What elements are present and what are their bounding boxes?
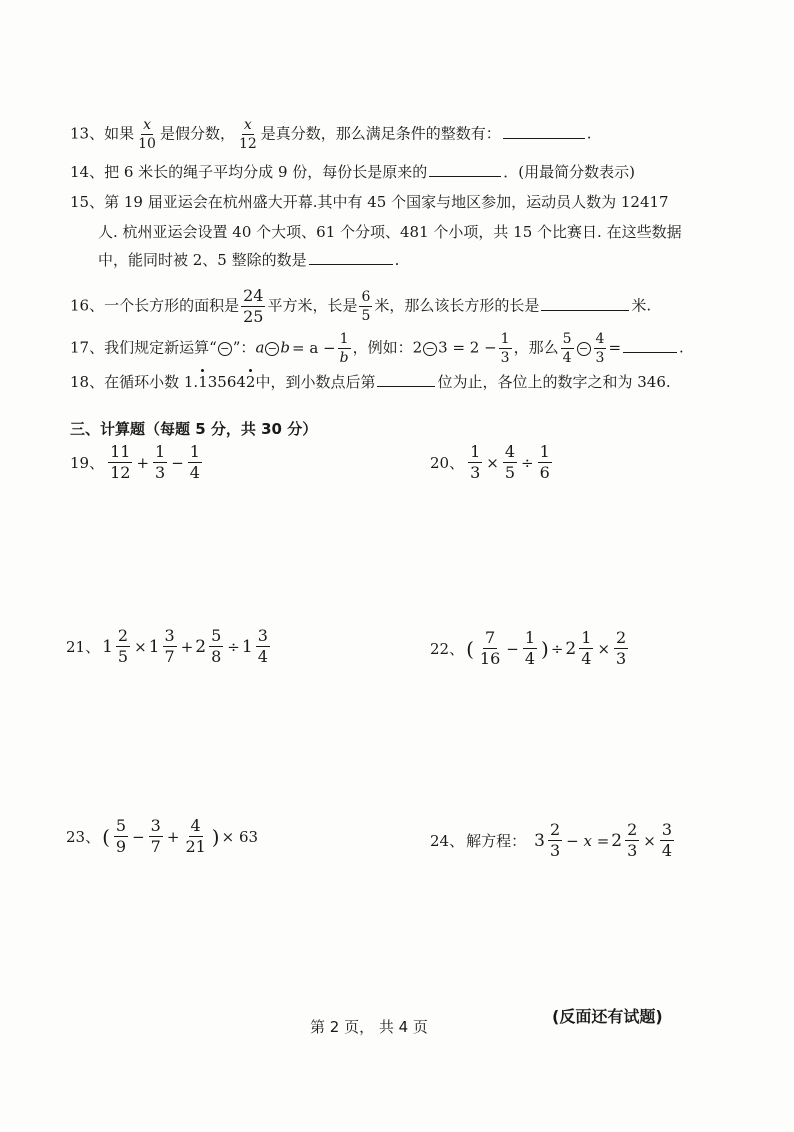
variable-a: a (255, 338, 265, 357)
operator: × (643, 831, 656, 850)
text: 一个长方形的面积是 (104, 296, 240, 315)
question-13 (70, 118, 734, 151)
text: 中，到小数点后第 (255, 373, 376, 391)
mixed-number: 2 $\frac{1}{4}$ (565, 628, 592, 668)
text: . (679, 338, 684, 357)
section-title: 三、计算题（每题 5 分，共 30 分） (70, 420, 318, 438)
fraction: $\frac{2}{3}$ (616, 628, 627, 668)
operator: ÷ (227, 637, 240, 656)
question-23 (66, 818, 258, 855)
repeating-digit-end: 2 (245, 373, 256, 391)
fraction: $\frac{3}{4}$ (661, 820, 673, 860)
question-number: 19、 (70, 454, 105, 472)
operator: − (132, 827, 145, 846)
text: 是假分数， (159, 124, 235, 143)
question-21 (66, 628, 272, 665)
question-number: 18、 (70, 373, 105, 391)
operator: ÷ (521, 453, 534, 472)
text: 如果 (104, 124, 135, 143)
fraction: $\frac{7}{16}$ (479, 628, 501, 668)
text: 米，那么该长方形的长是 (374, 296, 540, 315)
question-number: 21、 (66, 638, 101, 656)
text: ”： (232, 338, 256, 357)
circled-minus-icon: − (218, 342, 232, 356)
question-number: 20、 (430, 454, 465, 472)
fraction: $\frac{5}{9}$ (115, 816, 127, 856)
answer-blank[interactable] (541, 296, 629, 311)
fraction: $\frac{x}{12}$ (238, 117, 257, 152)
text: 解方程： (466, 832, 527, 850)
answer-blank[interactable] (503, 124, 585, 139)
question-number: 13、 (70, 124, 105, 143)
operator: + (180, 637, 194, 656)
text: 米. (631, 296, 652, 315)
operator: + (166, 827, 180, 846)
question-15-line-2 (98, 222, 734, 242)
operator: − (171, 453, 184, 472)
operator: ÷ (550, 639, 564, 658)
footer-note: (反面还有试题) (552, 1007, 663, 1026)
text: ，例如：2 (352, 338, 423, 357)
operator: × (486, 453, 499, 472)
text: 把 6 米长的绳子平均分成 9 份，每份长是原来的 (104, 163, 428, 181)
question-15-line-1 (70, 192, 734, 212)
fraction: $\frac{1}{3}$ (500, 331, 510, 366)
text: 位为止，各位上的数字之和为 346. (437, 373, 671, 391)
fraction: $\frac{5}{4}$ (562, 331, 572, 366)
page-number: 第 2 页， 共 4 页 (310, 1018, 428, 1036)
text: = a − (292, 338, 336, 357)
question-15-line-3 (98, 250, 734, 270)
fraction: $\frac{4}{3}$ (595, 331, 605, 366)
text: 第 19 届亚运会在杭州盛大开幕.其中有 45 个国家与地区参加，运动员人数为 12417 (104, 193, 669, 211)
mixed-number: 2 $\frac{2}{3}$ (611, 820, 638, 860)
question-14 (70, 162, 734, 182)
operator: + (136, 453, 150, 472)
paren: ) (211, 824, 220, 849)
question-16 (70, 288, 734, 325)
operator: − (506, 639, 519, 658)
fraction: $\frac{x}{10}$ (138, 117, 156, 152)
text: 平方米，长是 (267, 296, 358, 315)
text: 3564 (207, 373, 246, 391)
text: ，那么 (513, 338, 559, 357)
paren: ( (102, 824, 110, 849)
repeating-digit-start: 1 (198, 373, 208, 391)
answer-blank[interactable] (623, 338, 677, 353)
fraction: $\frac{4}{5}$ (504, 442, 516, 482)
question-19 (70, 444, 204, 481)
question-number: 14、 (70, 163, 105, 181)
text: 中，能同时被 2、5 整除的数是 (98, 251, 307, 269)
mixed-number: 1 $\frac{3}{7}$ (148, 626, 175, 666)
question-number: 16、 (70, 296, 105, 315)
circled-minus-icon: − (577, 342, 591, 356)
text: − x = (566, 831, 610, 850)
text: ．(用最简分数表示) (503, 163, 635, 181)
fraction: $\frac{11}{12}$ (110, 442, 131, 482)
question-number: 17、 (70, 338, 105, 357)
fraction: $\frac{6}{5}$ (361, 289, 371, 324)
text: . (586, 124, 592, 143)
mixed-number: 1 $\frac{2}{5}$ (102, 626, 129, 666)
fraction: $\frac{1}{3}$ (470, 442, 481, 482)
text: 在循环小数 1. (104, 373, 199, 391)
fraction: $\frac{1}{b}$ (339, 331, 349, 366)
question-number: 22、 (430, 640, 465, 658)
text: = (608, 338, 622, 357)
fraction: $\frac{3}{7}$ (150, 816, 161, 856)
operator: × (597, 639, 611, 658)
question-number: 24、 (430, 832, 465, 850)
question-22 (430, 630, 630, 667)
paren: ) (541, 636, 549, 661)
question-number: 15、 (70, 193, 105, 211)
paren: ( (466, 636, 474, 661)
mixed-number: 3 $\frac{2}{3}$ (534, 820, 561, 860)
text: 是真分数，那么满足条件的整数有： (260, 124, 501, 143)
variable-b: b (280, 338, 290, 357)
answer-blank[interactable] (309, 250, 393, 265)
fraction: $\frac{1}{6}$ (539, 442, 550, 482)
question-18 (70, 372, 734, 392)
operator: × (134, 637, 147, 656)
text: 我们规定新运算“ (104, 338, 217, 357)
circled-minus-icon: − (265, 342, 279, 356)
question-number: 23、 (66, 828, 101, 846)
fraction: $\frac{24}{25}$ (243, 286, 264, 326)
text: 人. 杭州亚运会设置 40 个大项、61 个分项、481 个小项，共 15 个比赛日. 在这些数据 (98, 223, 682, 241)
question-20 (430, 444, 554, 481)
fraction: $\frac{1}{4}$ (189, 442, 200, 482)
question-24 (430, 822, 676, 859)
answer-blank[interactable] (429, 162, 501, 177)
question-17 (70, 332, 734, 365)
mixed-number: 1 $\frac{3}{4}$ (241, 626, 268, 666)
text: × 63 (221, 827, 259, 846)
answer-blank[interactable] (377, 372, 435, 387)
mixed-number: 2 $\frac{5}{8}$ (195, 626, 222, 666)
circled-minus-icon: − (423, 342, 437, 356)
fraction: $\frac{1}{4}$ (524, 628, 536, 668)
text: . (394, 251, 400, 269)
fraction: $\frac{4}{21}$ (185, 816, 206, 856)
fraction: $\frac{1}{3}$ (155, 442, 166, 482)
text: 3 = 2 − (438, 338, 497, 357)
